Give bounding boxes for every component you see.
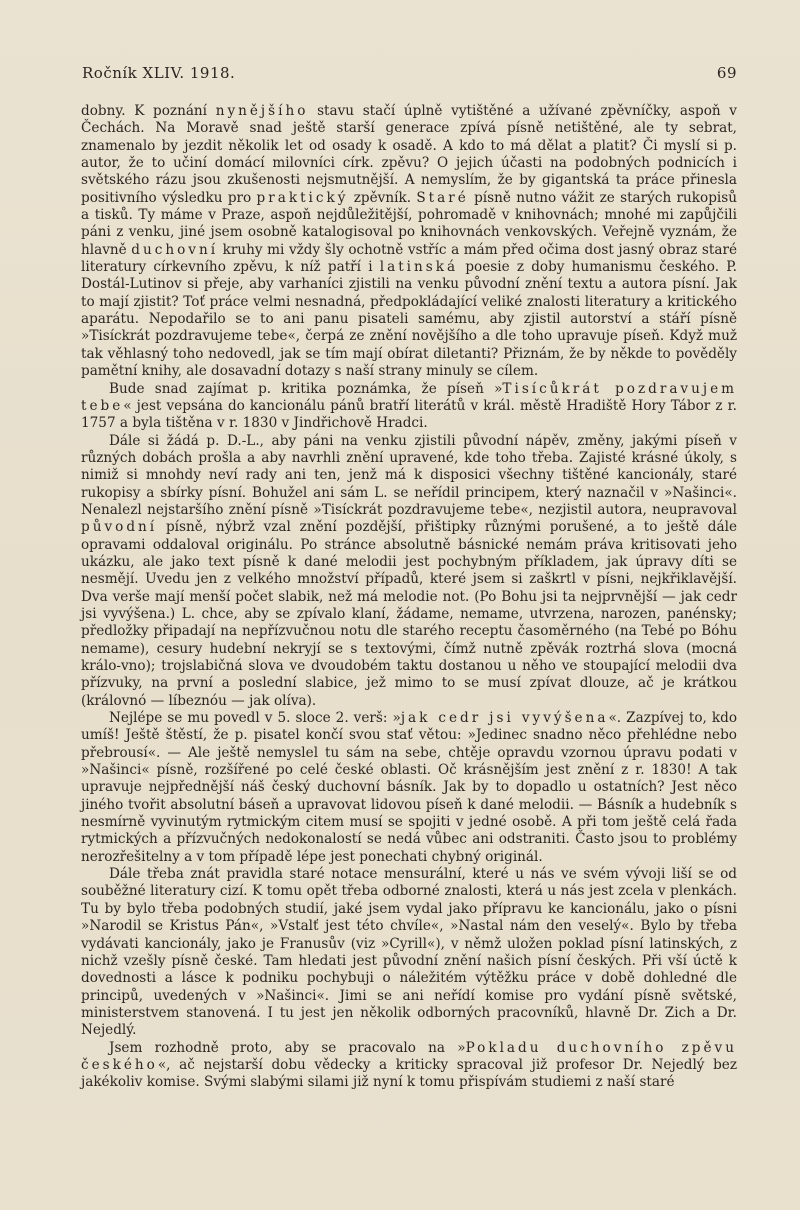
emphasized-text: duchovní: [131, 241, 219, 258]
text-run: Nejlépe se mu povedl v 5. sloce 2. verš: »: [109, 710, 401, 727]
running-header: [82, 64, 737, 88]
emphasized-text: původní: [81, 519, 158, 536]
text-run: kruhy mi vždy šly ochotně vstříc a mám před očima dost jasný obraz staré literatury církevního zpěvu, k níž patří i: [81, 241, 737, 276]
paragraph-1: [81, 103, 737, 381]
text-run: Dále třeba znát pravidla staré notace mensurální, které u nás ve svém vývoji liší se od souběžné literatury cizí. K tomu opět třeba odborné znalosti, která u nás jest zcela v plenkách. Tu by bylo třeba podobných studií, jaké jsem vydal jako přípravu ke kancionálu, jako o písni »Narodil se Kristus Pán«, »Vstalť jest této chvíle«, »Nastal nám den veselý«. Bylo by třeba vydávati kancionály, jako je Franusův (viz »Cyrill«), v němž uložen poklad písní latinských, z nichž vzešly písně české. Tam hledati jest původní znění našich písní českých. Při vší úctě k dovednosti a lásce k podniku pochybuji o náležitém výtěžku práce v době dohledné dle principů, uvedených v »Našinci«. Jimi se ani neřídí komise pro vydání písně světské, ministerstvem stanovená. I tu jest jen několik odborných pracovníků, hlavně Dr. Zich a Dr. Nejedlý.: [81, 866, 737, 1039]
paragraph-5: [81, 866, 737, 1039]
emphasized-text: jak cedr jsi vyvýšena: [400, 710, 609, 727]
text-run: poesie z doby humanismu českého. P. Dostál-Lutinov si přeje, aby varhaníci zjistili na venku původní znění textu a autora písní. Jak to mají zjistit? Toť práce velmi nesnadná, předpokládající veliké znalosti literatury a kritického aparátu. Nepodařilo se to ani panu pisateli samému, aby zjistil autorství a stáří písně »Tisíckrát pozdravujeme tebe«, čerpá ze znění novějšího a dle toho upravuje píseň. Když muž tak věhlasný toho nedovedl, jak se tím mají obírat diletanti? Přiznám, že by někde to pověděly pamětní knihy, ale dosavadní dotazy s naší strany minuly se cílem.: [81, 259, 737, 380]
paragraph-3: [81, 433, 737, 711]
text-run: zpěvník.: [348, 189, 417, 206]
paragraph-4: [81, 710, 737, 866]
text-run: Dále si žádá p. D.-L., aby páni na venku zjistili původní nápěv, změny, jakými píseň v různých dobách prošla a aby navrhli znění upravené, kde toho třeba. Zajisté krásné úkoly, s nimiž si mnohdy neví rady ani ten, jenž má k disposici všechny tištěné kancionály, staré rukopisy a sbírky písní. Bohužel ani sám L. se neřídil principem, který naznačil v »Našinci«. Nenalezl nejstaršího znění písně »Tisíckrát pozdravujeme tebe«, nezjistil autora, neupravoval: [81, 432, 737, 518]
text-run: písně, nýbrž vzal znění pozdější, přištipky různými porušené, a to ještě dále opravami oddaloval originálu. Po stránce absolutně básnické nemám práva kritisovati jeho ukázku, ale jako text písně k dané melodii jest pochybným příkladem, jak úpravy díti se nesmějí. Uvedu jen z velkého množství případů, které jsem si zaškrtl v písni, nejkřiklavější. Dva verše mají menší počet slabik, než má melodie not. (Po Bohu jsi ta nejprvnější — jak cedr jsi vyvýšena.) L. chce, aby se zpívalo klaní, žádame, nemame, utvrzena, narozen, panénsky; předložky připadají na nepřízvučnou notu dle starého receptu časoměrného (na Tebé po Bóhu nemame), cesury hudební nekryjí se s textovými, čímž nutně zpěvák roztrhá slova (mocná králo-vno); trojslabičná slova ve dvoudobém taktu dostanou u něho ve stoupající melodii dva přízvuky, na první a poslední slabice, jež mimo to se musí zpívat dlouze, ač je krátkou (královnó — líbeznóu — jak olíva).: [81, 519, 737, 709]
paragraph-6: [81, 1040, 737, 1092]
journal-volume-year: Ročník XLIV. 1918.: [82, 64, 236, 82]
text-run: dobny. K poznání: [81, 103, 216, 119]
paragraph-2: [81, 381, 737, 433]
emphasized-text: praktický: [256, 189, 349, 206]
text-run: «. Zazpívej to, kdo umíš! Ještě štěstí, že p. pisatel končí svou stať větou: »Jedinec snadno něco přehlédne nebo přebrousí«. — Ale ještě nemyslel tu sám na sebe, chtěje opravdu vzornou úpravu podati v »Našinci« písně, rozšířené po celé české oblasti. Oč krásnějším jest znění z r. 1830! A tak upravuje nejpřednější náš český duchovní básník. Jak by to dopadlo u ostatních? Jest něco jiného tvořit absolutní báseň a upravovat lidovou píseň k dané melodii. — Básník a hudebník s nesmírně vyvinutým rytmickým citem musí se spojiti v jedné osobě. A při tom ještě celá řada rytmických a přízvučných nedokonalostí se nedá vůbec ani odstraniti. Často jsou to problémy nerozřešitelny a v tom případě lépe jest ponechati chybný originál.: [81, 710, 737, 865]
article-body: [81, 103, 737, 1092]
emphasized-text: Tisícůkrát pozdravujem tebe: [81, 380, 738, 414]
text-run: písně nutno vážit ze starých rukopisů a tisků. Ty máme v Praze, aspoň nejdůležitější, pohromadě v knihovnách; mnohé mi zapůjčili páni z venku, jiné jsem osobně katalogisoval po knihovnách venkovských. Veřejně vyznám, že hlavně: [81, 189, 737, 258]
text-run: Jsem rozhodně proto, aby se pracovalo na »: [109, 1039, 466, 1056]
emphasized-text: latinská: [379, 259, 459, 276]
emphasized-text: Staré: [416, 189, 469, 206]
text-run: stavu stačí úplně vytištěné a užívané zpěvníčky, aspoň v Čechách. Na Moravě snad ještě starší generace zpívá písně netištěné, ale ty sebrat, znamenalo by jezdit několik let od osady k osadě. A kdo to má dělat a platit? Či myslí si p. autor, že to učiní domácí milovníci círk. zpěvu? O jejich účasti na podobných podnicích i světského rázu jsou zkušenosti nejsmutnější. A nemyslím, že by gigantská ta práce přinesla positivního výsledku pro: [81, 103, 737, 206]
emphasized-text: Pokladu duchovního zpěvu českého: [81, 1039, 737, 1073]
emphasized-text: nynějšího: [215, 103, 309, 119]
text-run: Bude snad zajímat p. kritika poznámka, že píseň »: [109, 380, 503, 397]
text-run: «, ač nejstarší dobu vědecky a kriticky spracoval již profesor Dr. Nejedlý bez jakékoliv komise. Svými slabými silami již nyní k tomu přispívám studiemi z naší staré: [81, 1056, 737, 1091]
page-number: 69: [716, 64, 737, 82]
text-run: « jest vepsána do kancionálu pánů bratří literátů v král. městě Hradiště Hory Tábor z r. 1757 a byla tištěna v r. 1830 v Jindřichově Hradci.: [81, 397, 737, 432]
